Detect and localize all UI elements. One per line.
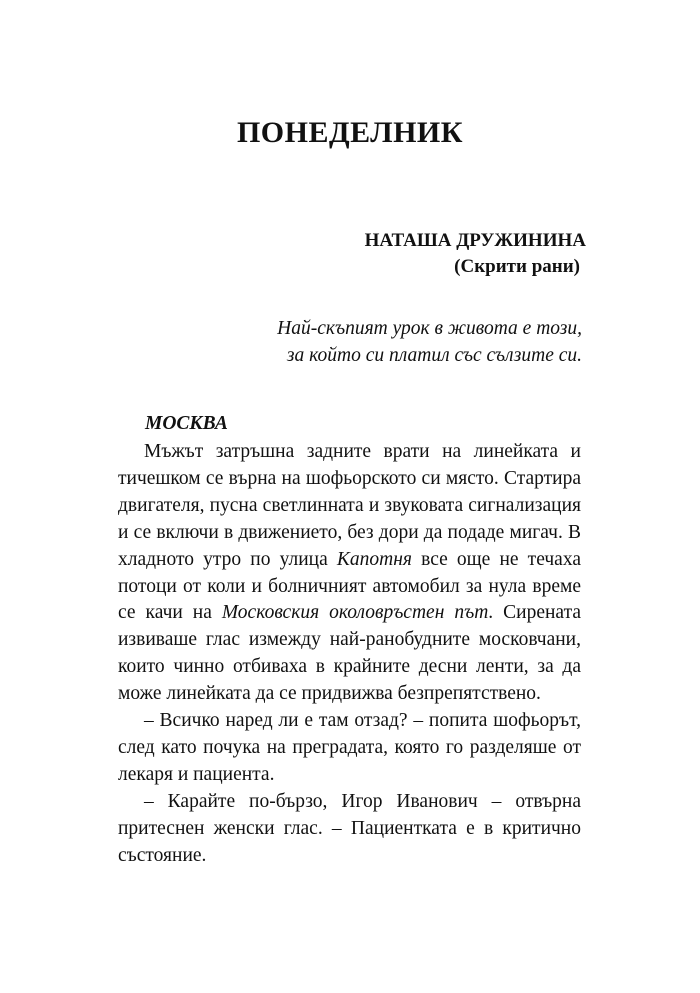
paragraph-text: . Сирената извиваше глас измежду най-ранобудните московчани, които чинно отбиваха в крайните десни ленти, за да може линейката да се придвижва безпрепятствено.	[118, 602, 581, 705]
paragraph-text: Мъжът затръшна задните врати на линейката и тичешком се върна на шофьорското си място. Стартира двигателя, пусна светлинната и звуковата сигнализация и се включи в движението, без дори да подаде мигач. В хладното утро по улица	[118, 441, 581, 570]
place-name: Капотня	[336, 548, 412, 570]
section-heading: МОСКВА	[145, 413, 228, 434]
place-name: Московския околовръстен път	[221, 602, 489, 624]
chapter-title: ПОНЕДЕЛНИК	[236, 116, 464, 149]
epigraph-line: Най-скъпият урок в живота е този,	[277, 318, 582, 339]
paragraph: – Всичко наред ли е там отзад? – попита шофьорът, след като почука на преградата, която го разделяше от лекаря и пациента.	[118, 710, 581, 785]
paragraph: – Карайте по-бързо, Игор Иванович – отвърна притеснен женски глас. – Пациентката е в критично състояние.	[118, 790, 581, 866]
epigraph	[277, 315, 582, 369]
story-subtitle: (Скрити рани)	[454, 256, 580, 277]
epigraph-line: за който си платил със сълзите си.	[286, 345, 582, 366]
paragraph	[118, 439, 581, 708]
body-text	[118, 439, 581, 870]
paragraph-text: все още не течаха потоци от коли и болничният автомобил за нула време се качи на	[118, 548, 581, 624]
author-name: НАТАША ДРУЖИНИНА	[364, 230, 586, 251]
